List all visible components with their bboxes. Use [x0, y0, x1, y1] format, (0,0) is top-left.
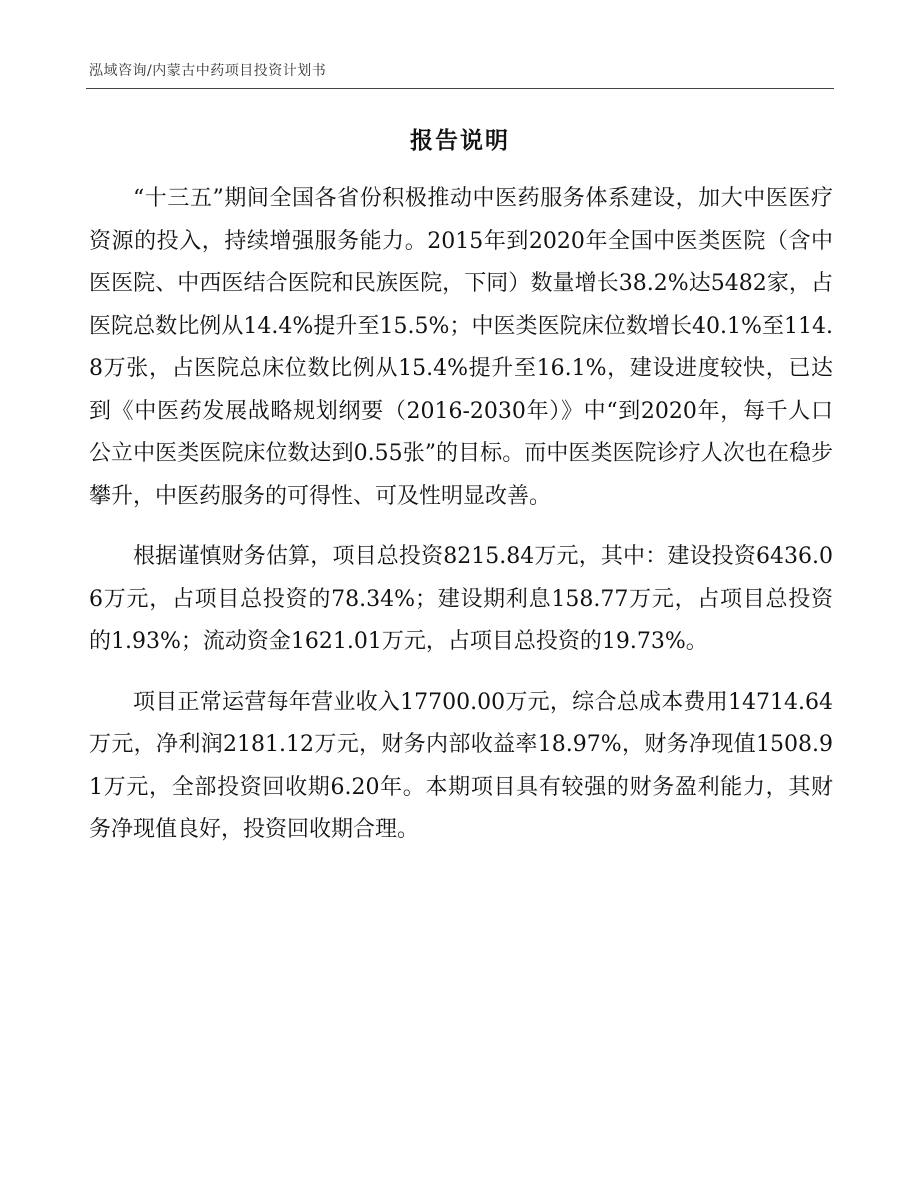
running-header: 泓域咨询/内蒙古中药项目投资计划书 — [89, 63, 327, 79]
paragraph-industry-background: “十三五”期间全国各省份积极推动中医药服务体系建设，加大中医医疗资源的投入，持续增强服务能力。2015年到2020年全国中医类医院（含中医医院、中西医结合医院和民族医院，下同）数量增长38.2%达5482家，占医院总数比例从14.4%提升至15.5%；中医类医院床位数增长40.1%至114.8万张，占医院总床位数比例从15.4%提升至16.1%，建设进度较快，已达到《中医药发展战略规划纲要（2016-2030年）》中“到2020年，每千人口公立中医类医院床位数达到0.55张”的目标。而中医类医院诊疗人次也在稳步攀升，中医药服务的可得性、可及性明显改善。 — [89, 186, 833, 509]
report-body — [89, 178, 833, 852]
paragraph-financial-returns: 项目正常运营每年营业收入17700.00万元，综合总成本费用14714.64万元，净利润2181.12万元，财务内部收益率18.97%，财务净现值1508.91万元，全部投资回收期6.20年。本期项目具有较强的财务盈利能力，其财务净现值良好，投资回收期合理。 — [89, 689, 833, 842]
header-divider — [86, 88, 834, 89]
paragraph-investment-estimate: 根据谨慎财务估算，项目总投资8215.84万元，其中：建设投资6436.06万元，占项目总投资的78.34%；建设期利息158.77万元，占项目总投资的1.93%；流动资金1621.01万元，占项目总投资的19.73%。 — [89, 544, 833, 654]
page-title: 报告说明 — [410, 127, 510, 154]
